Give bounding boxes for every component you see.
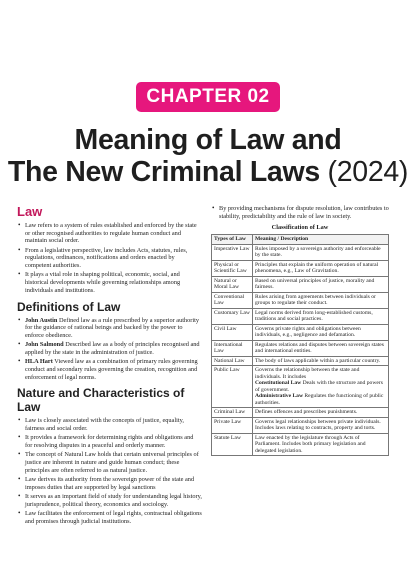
law-description: The body of laws applicable within a particular country. (253, 356, 389, 366)
table-header-meaning: Meaning / Description (253, 235, 389, 245)
law-description: Rules arising from agreements between individuals or groups to regulate their conduct. (253, 292, 389, 308)
law-type: International Law (212, 340, 253, 356)
sub-law-label: Constitutional Law (255, 380, 302, 387)
classification-table (211, 234, 389, 456)
table-header-type: Types of Law (212, 235, 253, 245)
law-description: Regulates relations and disputes between sovereign states and international entities. (253, 340, 389, 356)
table-row (212, 292, 389, 308)
law-type: Statute Law (212, 433, 253, 456)
law-type: Physical or Scientific Law (212, 260, 253, 276)
right-bullets (211, 205, 389, 220)
law-heading: Law (17, 204, 43, 219)
nature-bullet: • It serves as an important field of study for understanding legal history, jurisprudence, political theory, economics and sociology. (17, 493, 202, 508)
law-type: Customary Law (212, 308, 253, 324)
right-bullet: • By providing mechanisms for dispute resolution, law contributes to stability, predictability and the rule of law in society. (211, 205, 389, 220)
table-row (212, 260, 389, 276)
definition-text: Described law as a body of principles recognised and applied by the state in the administration of justice. (25, 341, 200, 356)
definition-item (17, 358, 202, 381)
nature-bullet: • It provides a framework for determining rights and obligations and for resolving disputes in a peaceful and orderly manner. (17, 434, 202, 449)
table-row (212, 340, 389, 356)
sub-law-label: Administrative Law (255, 393, 304, 400)
law-type: Private Law (212, 417, 253, 433)
table-row (212, 433, 389, 456)
definition-item (17, 341, 202, 356)
table-row (212, 244, 389, 260)
law-type: Civil Law (212, 324, 253, 340)
nature-bullet: • The concept of Natural Law holds that certain universal principles of justice are inherent in nature and guide human conduct; these principles are often referred to as natural justice. (17, 451, 202, 474)
law-description (253, 366, 389, 408)
law-bullet: • It plays a vital role in shaping political, economic, social, and historical developments while governing relationships among individuals and institutions. (17, 271, 202, 294)
law-bullet: • Law refers to a system of rules established and enforced by the state or other recognised authorities to regulate human conduct and maintain social order. (17, 222, 202, 245)
sub-law-text: Deals with the structure and powers of government. (255, 380, 383, 393)
definition-item (17, 317, 202, 340)
nature-bullets (17, 417, 202, 525)
law-type: Public Law (212, 366, 253, 408)
law-description: Defines offences and prescribes punishments. (253, 408, 389, 418)
definition-text: Defined law as a rule prescribed by a superior authority for the guidance of rational beings and backed by the power to enforce obedience. (25, 316, 200, 339)
table-caption: Classification of Law (271, 224, 329, 232)
chapter-badge-wrap (0, 82, 416, 112)
law-type: Criminal Law (212, 408, 253, 418)
definitions-list (17, 317, 202, 382)
table-row (212, 356, 389, 366)
law-bullet: • From a legislative perspective, law includes Acts, statutes, rules, regulations, ordinances, notifications and orders enacted by competent authorities. (17, 247, 202, 270)
table-row (212, 308, 389, 324)
sub-law-text: Regulates the functioning of public authorities. (255, 393, 384, 406)
table-row (212, 276, 389, 292)
nature-bullet: • Law derives its authority from the sovereign power of the state and imposes duties that are supported by legal sanctions (17, 476, 202, 491)
law-type: Imperative Law (212, 244, 253, 260)
title-line-2 (0, 156, 416, 188)
table-row (212, 324, 389, 340)
nature-bullet: • Law facilitates the enforcement of legal rights, contractual obligations and promises through judicial institutions. (17, 510, 202, 525)
title-line-2-text: The New Criminal Laws (7, 156, 320, 188)
law-type: National Law (212, 356, 253, 366)
right-column (211, 205, 389, 456)
title-line-1: Meaning of Law and (74, 124, 342, 156)
chapter-badge: CHAPTER 02 (136, 82, 279, 112)
nature-bullet: • Law is closely associated with the concepts of justice, equality, fairness and social order. (17, 417, 202, 432)
definitions-heading: Definitions of Law (17, 299, 121, 314)
table-row (212, 366, 389, 408)
law-type: Natural or Moral Law (212, 276, 253, 292)
left-column (17, 205, 202, 527)
law-description: Based on universal principles of justice, morality and fairness. (253, 276, 389, 292)
law-description: Principles that explain the uniform operation of natural phenomena, e.g., Law of Gravitation. (253, 260, 389, 276)
table-header-row (212, 235, 389, 245)
nature-heading: Nature and Characteristics of Law (17, 386, 185, 415)
law-bullets (17, 222, 202, 295)
table-row (212, 417, 389, 433)
public-law-intro: Governs the relationship between the state and individuals. It includes (255, 367, 360, 380)
definition-author: HLA Hart (25, 358, 53, 366)
definition-text: Viewed law as a combination of primary rules governing conduct and secondary rules governing the creation, recognition and enforcement of legal norms. (25, 358, 198, 381)
law-description: Legal norms derived from long-established customs, traditions and social practices. (253, 308, 389, 324)
table-row (212, 408, 389, 418)
page-title (0, 124, 416, 188)
title-year: (2024) (327, 156, 409, 188)
law-type: Conventional Law (212, 292, 253, 308)
definition-author: John Salmond (25, 341, 64, 349)
law-description: Governs private rights and obligations between individuals, e.g., negligence and defamation. (253, 324, 389, 340)
law-description: Law enacted by the legislature through Acts of Parliament. Includes both primary legislation and delegated legislation. (253, 433, 389, 456)
law-description: Rules imposed by a sovereign authority and enforceable by the state. (253, 244, 389, 260)
definition-author: John Austin (25, 316, 58, 324)
law-description: Governs legal relationships between private individuals. Includes laws relating to contracts, property and torts. (253, 417, 389, 433)
